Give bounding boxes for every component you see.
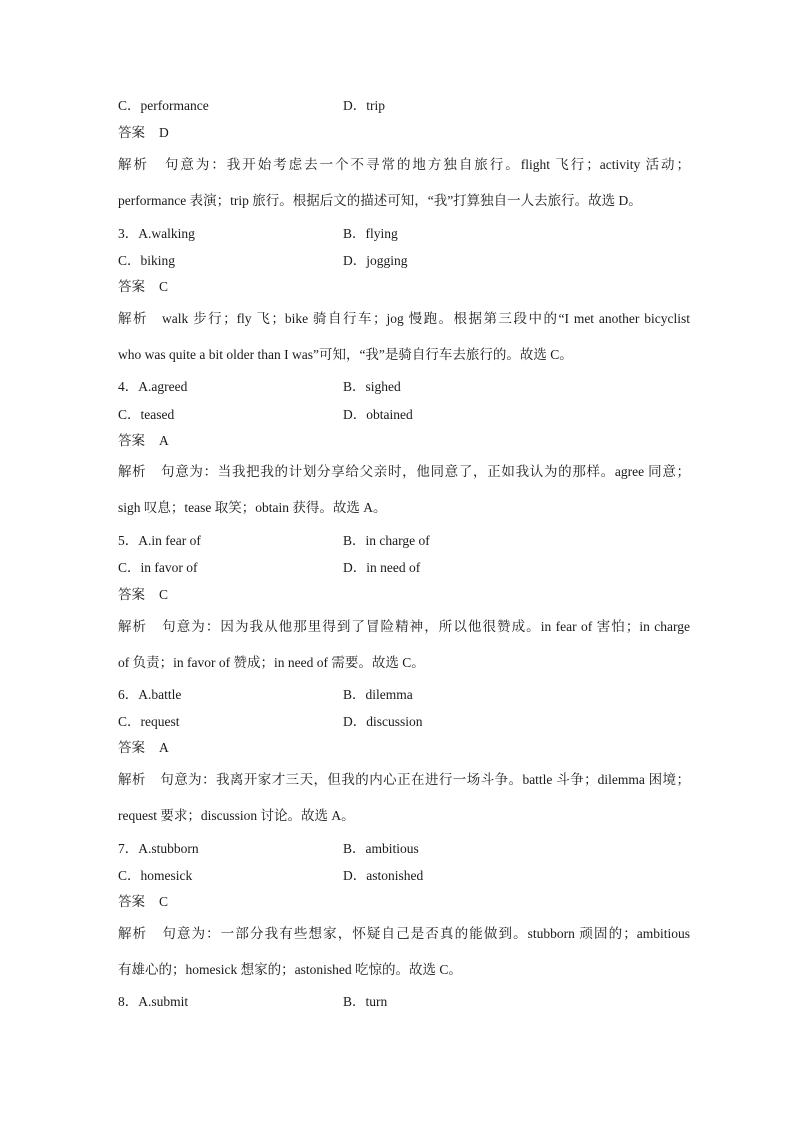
answer-label: 答案 [118, 894, 145, 909]
q3-option-c: C．biking [118, 253, 176, 268]
q7-option-b: B．ambitious [343, 841, 419, 856]
q2-option-d: D．trip [343, 98, 385, 113]
q5-answer [118, 587, 168, 603]
q5-analysis-line-1 [118, 619, 690, 635]
analysis-text: 句意为：因为我从他那里得到了冒险精神，所以他很赞成。in fear of 害怕；in charge [161, 619, 691, 634]
q4-analysis-line-2: sigh 叹息；tease 取笑；obtain 获得。故选 A。 [118, 500, 387, 515]
q5-option-c: C．in favor of [118, 560, 198, 575]
analysis-text: 句意为：当我把我的计划分享给父亲时，他同意了，正如我认为的那样。agree 同意； [160, 464, 690, 479]
q6-option-d: D．discussion [343, 714, 423, 729]
q3-option-a: 3．A.walking [118, 226, 195, 241]
q4-analysis-line-1 [118, 464, 690, 480]
q6-option-c: C．request [118, 714, 180, 729]
analysis-label: 解析 [118, 926, 148, 941]
q8-option-b: B．turn [343, 994, 388, 1009]
q6-analysis-line-1 [118, 772, 690, 788]
q7-option-d: D．astonished [343, 868, 424, 883]
q3-option-b: B．flying [343, 226, 398, 241]
answer-label: 答案 [118, 587, 145, 602]
answer-value: C [159, 587, 169, 602]
answer-label: 答案 [118, 433, 145, 448]
analysis-label: 解析 [118, 311, 148, 326]
answer-value: C [159, 279, 169, 294]
q7-analysis-line-2: 有雄心的；homesick 想家的；astonished 吃惊的。故选 C。 [118, 962, 462, 977]
q4-option-d: D．obtained [343, 407, 413, 422]
analysis-text: walk 步行；fly 飞；bike 骑自行车；jog 慢跑。根据第三段中的“I met another bicyclist [161, 311, 691, 326]
answer-value: A [159, 740, 169, 755]
analysis-label: 解析 [118, 464, 147, 479]
q7-option-c: C．homesick [118, 868, 193, 883]
analysis-label: 解析 [118, 157, 149, 172]
q6-analysis-line-2: request 要求；discussion 讨论。故选 A。 [118, 808, 355, 823]
answer-value: A [159, 433, 169, 448]
answer-value: D [159, 125, 169, 140]
q2-answer [118, 125, 169, 141]
q5-analysis-line-2: of 负责；in favor of 赞成；in need of 需要。故选 C。 [118, 655, 425, 670]
q5-option-d: D．in need of [343, 560, 421, 575]
analysis-label: 解析 [118, 619, 148, 634]
q8-option-a: 8．A.submit [118, 994, 189, 1009]
q5-option-a: 5．A.in fear of [118, 533, 201, 548]
q3-analysis-line-2: who was quite a bit older than I was”可知，“我”是骑自行车去旅行的。故选 C。 [118, 347, 573, 362]
q5-option-b: B．in charge of [343, 533, 430, 548]
q7-answer [118, 894, 168, 910]
analysis-text: 句意为：我离开家才三天，但我的内心正在进行一场斗争。battle 斗争；dilemma 困境； [159, 772, 690, 787]
answer-label: 答案 [118, 125, 145, 140]
q3-option-d: D．jogging [343, 253, 408, 268]
q2-analysis-line-2: performance 表演；trip 旅行。根据后文的描述可知，“我”打算独自一人去旅行。故选 D。 [118, 193, 642, 208]
q4-option-a: 4．A.agreed [118, 379, 188, 394]
analysis-text: 句意为：我开始考虑去一个不寻常的地方独自旅行。flight 飞行；activity 活动； [162, 157, 691, 172]
q3-answer [118, 279, 168, 295]
q7-analysis-line-1 [118, 926, 690, 942]
q6-answer [118, 740, 169, 756]
answer-label: 答案 [118, 740, 145, 755]
answer-value: C [159, 894, 169, 909]
q6-option-a: 6．A.battle [118, 687, 182, 702]
analysis-label: 解析 [118, 772, 146, 787]
q2-option-c: C．performance [118, 98, 209, 113]
q4-option-c: C．teased [118, 407, 175, 422]
q4-answer [118, 433, 169, 449]
analysis-text: 句意为：一部分我有些想家，怀疑自己是否真的能做到。stubborn 顽固的；ambitious [161, 926, 691, 941]
answer-label: 答案 [118, 279, 145, 294]
q6-option-b: B．dilemma [343, 687, 413, 702]
q7-option-a: 7．A.stubborn [118, 841, 199, 856]
q2-analysis-line-1 [118, 157, 690, 173]
q3-analysis-line-1 [118, 311, 690, 327]
q4-option-b: B．sighed [343, 379, 401, 394]
